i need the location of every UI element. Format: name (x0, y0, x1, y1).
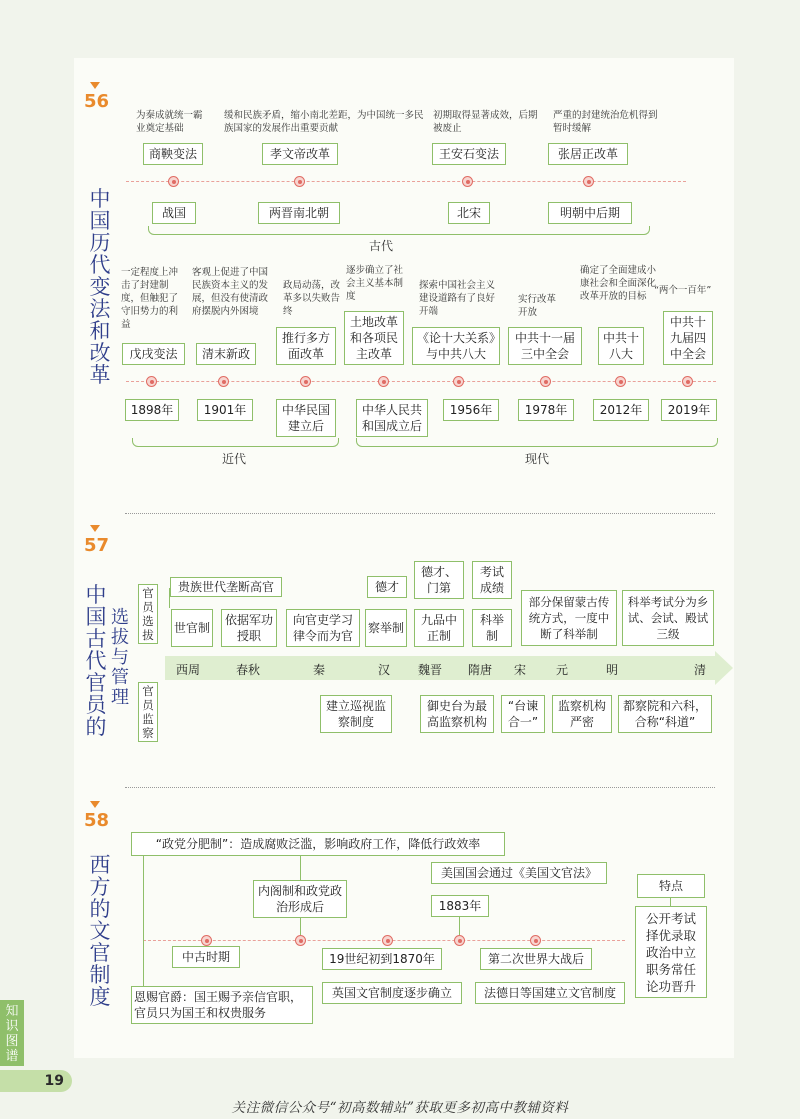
supervise-taijian: “台谏合一” (501, 695, 545, 733)
era-liangjin: 两晋南北朝 (258, 202, 340, 224)
label-select: 官员选拔 (138, 584, 158, 644)
connector-line (670, 898, 671, 906)
dynasty-label: 魏晋 (418, 663, 443, 677)
note-shangyang: 为秦成就统一霸业奠定基础 (136, 110, 203, 134)
reform-xiaowendi: 孝文帝改革 (262, 143, 338, 165)
contemporary-label: 现代 (525, 452, 550, 466)
select-yuan: 部分保留蒙古传统方式，一度中断了科举制 (521, 590, 617, 646)
era-mingchao: 明朝中后期 (548, 202, 632, 224)
dynasty-label: 秦 (313, 663, 326, 677)
note-liangge: “两个一百年” (654, 285, 712, 296)
reform-lunshida: 《论十大关系》与中共八大 (412, 327, 500, 365)
footer-text: 关注微信公众号“初高数辅站”获取更多初高中教辅资料 (231, 1100, 569, 1116)
dynasty-arrow-icon (715, 651, 733, 685)
reform-landreform: 土地改革和各项民主改革 (344, 311, 404, 365)
contemporary-brace (356, 438, 718, 447)
connector-line (300, 918, 301, 935)
section-57-title: 中国古代官员的 (85, 583, 107, 739)
ancient-brace (148, 226, 650, 235)
feature-title: 特点 (637, 874, 705, 898)
label-supervise: 官员监察 (138, 682, 158, 742)
connector-line (143, 940, 144, 986)
page-number: 19 (0, 1070, 72, 1092)
select-shiguan: 世官制 (171, 609, 213, 647)
section-58-marker-icon (90, 801, 100, 808)
select-lijian: 向官吏学习律令而为官 (286, 609, 360, 647)
timeline-dot (201, 935, 212, 946)
timeline-dot (378, 376, 389, 387)
timeline-dot (583, 176, 594, 187)
select-jiupin: 九品中正制 (414, 609, 464, 647)
year-2012: 2012年 (593, 399, 649, 421)
reform-1978: 中共十一届三中全会 (508, 327, 582, 365)
year-1956: 1956年 (443, 399, 499, 421)
spoils-system-note: “政党分肥制”：造成腐败泛滥，影响政府工作，降低行政效率 (131, 832, 505, 856)
c19-note: 英国文官制度逐步确立 (322, 982, 462, 1004)
dynasty-label: 元 (556, 663, 569, 677)
connector-line (143, 856, 144, 940)
note-wuxu: 一定程度上冲击了封建制度，但触犯了守旧势力的利益 (121, 267, 179, 330)
timeline-dot (453, 376, 464, 387)
dynasty-label: 西周 (176, 663, 201, 677)
dynasty-label: 隋唐 (468, 663, 493, 677)
timeline-dot (294, 176, 305, 187)
era-medieval: 中古时期 (172, 946, 240, 968)
select-junggong: 依据军功授职 (221, 609, 277, 647)
reform-shangyang: 商鞅变法 (143, 143, 203, 165)
select-mingqing: 科举考试分为乡试、会试、殿试三级 (622, 590, 714, 646)
timeline-dot (300, 376, 311, 387)
dynasty-label: 宋 (514, 663, 527, 677)
connector-line (169, 588, 170, 608)
section-57-marker-icon (90, 525, 100, 532)
connector-line (300, 856, 301, 880)
connector-line (459, 917, 460, 935)
note-minguo: 政局动荡，改革多以失败告终 (283, 280, 341, 317)
reform-wuxu: 戊戌变法 (122, 343, 185, 365)
reform-zhangjuzheng: 张居正改革 (548, 143, 628, 165)
select-chaju: 察举制 (365, 609, 407, 647)
supervise-mingqing: 都察院和六科，合称“科道” (618, 695, 712, 733)
year-minguo: 中华民国建立后 (276, 399, 336, 437)
note-zhangjuzheng: 严重的封建统治危机得到暂时缓解 (553, 110, 658, 134)
medieval-note: 恩赐官爵：国王赐予亲信官职，官员只为国王和权贵服务 (131, 986, 313, 1024)
era-19c: 19世纪初到1870年 (322, 948, 442, 970)
section-56-marker-icon (90, 82, 100, 89)
select-nobles: 贵族世代垄断高官 (170, 577, 282, 597)
note-18da: 确定了全面建成小康社会和全面深化改革开放的目标 (580, 265, 657, 302)
modern-label: 近代 (222, 452, 247, 466)
section-56-number: 56 (84, 91, 110, 112)
modern-timeline (126, 381, 716, 382)
section-58-title: 西方的文官制度 (89, 853, 111, 1009)
timeline-dot (540, 376, 551, 387)
supervise-qin-han: 建立巡视监察制度 (320, 695, 392, 733)
reform-18da: 中共十八大 (598, 327, 644, 365)
timeline-dot (146, 376, 157, 387)
note-xiaowendi: 缓和民族矛盾，缩小南北差距，为中国统一多民族国家的发展作出重要贡献 (224, 110, 424, 134)
year-1883: 1883年 (431, 895, 489, 917)
timeline-dot (168, 176, 179, 187)
timeline-dot (615, 376, 626, 387)
side-tab-label: 知识图谱 (0, 1000, 24, 1066)
era-beisong: 北宋 (448, 202, 490, 224)
year-prc: 中华人民共和国成立后 (356, 399, 428, 437)
dynasty-label: 春秋 (236, 663, 261, 677)
note-landreform: 逐步确立了社会主义基本制度 (346, 265, 404, 302)
timeline-dot (218, 376, 229, 387)
section-56-title: 中国历代变法和改革 (89, 187, 111, 387)
cabinet-box: 内阁制和政党政治形成后 (253, 880, 347, 918)
note-wanganshi: 初期取得显著成效，后期被废止 (433, 110, 538, 134)
year-2019: 2019年 (661, 399, 717, 421)
supervise-yuan: 监察机构严密 (552, 695, 612, 733)
select-keju: 科举制 (472, 609, 512, 647)
dynasty-label: 明 (606, 663, 619, 677)
era-ww2: 第二次世界大战后 (480, 948, 592, 970)
timeline-dot (530, 935, 541, 946)
section-divider (125, 787, 715, 788)
reform-19jie: 中共十九届四中全会 (663, 311, 713, 365)
us-act-box: 美国国会通过《美国文官法》 (431, 862, 607, 884)
supervise-yushitai: 御史台为最高监察机构 (420, 695, 494, 733)
ancient-timeline (126, 181, 686, 182)
era-zhanguo: 战国 (152, 202, 196, 224)
year-1901: 1901年 (197, 399, 253, 421)
select-decai: 德才 (367, 576, 407, 598)
select-decai-mendi: 德才、门第 (414, 561, 464, 599)
timeline-dot (382, 935, 393, 946)
note-1978: 实行改革开放 (518, 294, 557, 318)
timeline-dot (295, 935, 306, 946)
modern-brace (132, 438, 339, 447)
timeline-dot (462, 176, 473, 187)
reform-wanganshi: 王安石变法 (432, 143, 506, 165)
feature-body: 公开考试择优录取政治中立职务常任论功晋升 (635, 906, 707, 998)
section-58-number: 58 (84, 810, 110, 831)
section-57-number: 57 (84, 535, 110, 556)
ancient-label: 古代 (369, 239, 394, 253)
select-kaoshi: 考试成绩 (472, 561, 512, 599)
section-divider (125, 513, 715, 514)
year-1978: 1978年 (518, 399, 574, 421)
reform-minguo: 推行多方面改革 (276, 327, 336, 365)
dynasty-label: 清 (694, 663, 707, 677)
note-qingmo: 客观上促进了中国民族资本主义的发展，但没有使清政府摆脱内外困境 (192, 267, 269, 317)
reform-qingmo: 清末新政 (196, 343, 256, 365)
dynasty-label: 汉 (378, 663, 391, 677)
note-lunshida: 探索中国社会主义建设道路有了良好开端 (419, 280, 496, 317)
timeline-dot (682, 376, 693, 387)
timeline-dot (454, 935, 465, 946)
ww2-note: 法德日等国建立文官制度 (475, 982, 625, 1004)
year-1898: 1898年 (125, 399, 179, 421)
section-57-subtitle: 选拔与管理 (111, 607, 129, 708)
